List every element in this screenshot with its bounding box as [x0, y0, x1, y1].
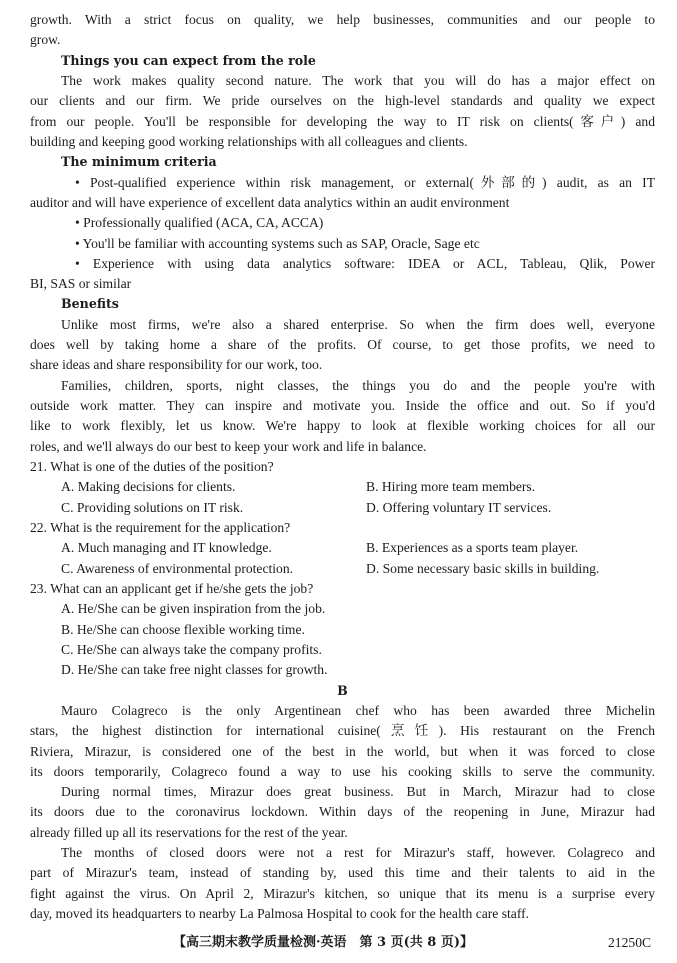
text-line: outside work matter. They can inspire and motivate you. Inside the office and out. So if you'd	[30, 398, 655, 414]
text-line: auditor and will have experience of excellent data analytics within an audit environment	[30, 194, 510, 210]
text-line: roles, and we'll always do our best to keep your work and life in balance.	[30, 438, 427, 454]
text-line: Riviera, Mirazur, is considered one of the best in the world, but when it was forced to close	[30, 743, 655, 759]
text-line: grow.	[30, 32, 61, 48]
answer-option: D. Offering voluntary IT services.	[366, 499, 552, 515]
answer-option: B. Hiring more team members.	[366, 479, 536, 495]
page-footer	[0, 933, 677, 953]
section-heading: The minimum criteria	[61, 154, 217, 170]
section-heading: Benefits	[61, 296, 119, 312]
text-line: 21. What is one of the duties of the position?	[30, 459, 274, 475]
text-line: its doors due to the coronavirus lockdown. Within days of the reopening in June, Mirazur had	[30, 804, 655, 820]
text-line: growth. With a strict focus on quality, we help businesses, communities and our people to	[30, 12, 655, 27]
footer-title: 【高三期末教学质量检测·英语 第 3 页(共 8 页)】	[173, 935, 474, 950]
text-line: 23. What can an applicant get if he/she gets the job?	[30, 580, 314, 596]
text-line: stars, the highest distinction for international cuisine(烹饪). His restaurant on the French	[30, 723, 655, 739]
text-line: • You'll be familiar with accounting systems such as SAP, Oracle, Sage etc	[75, 235, 480, 251]
answer-option: B. Experiences as a sports team player.	[366, 540, 579, 556]
section-heading: Things you can expect from the role	[61, 52, 316, 68]
text-line: like to work flexibly, let us know. We're happy to look at flexible working choices for all our	[30, 418, 655, 434]
option-row	[30, 477, 655, 497]
text-line: B. He/She can choose flexible working time.	[61, 621, 305, 637]
text-line: C. He/She can always take the company profits.	[61, 641, 322, 657]
answer-option: D. Some necessary basic skills in building.	[366, 560, 600, 576]
text-line: • Experience with using data analytics software: IDEA or ACL, Tableau, Qlik, Power	[75, 255, 655, 271]
answer-option: C. Awareness of environmental protection.	[61, 560, 294, 576]
answer-option: C. Providing solutions on IT risk.	[61, 499, 244, 515]
answer-option: A. Making decisions for clients.	[61, 479, 236, 495]
text-line: its doors temporarily, Colagreco found a way to use his cooking skills to serve the community.	[30, 763, 655, 779]
text-line: day, moved its headquarters to nearby La Palmosa Hospital to cook for the health care staff.	[30, 906, 530, 922]
text-line: our clients and our firm. We pride ourselves on the high-level standards and quality we expect	[30, 93, 655, 109]
text-line: The months of closed doors were not a rest for Mirazur's staff, however. Colagreco and	[61, 845, 655, 861]
text-line: building and keeping good working relationships with all colleagues and clients.	[30, 133, 468, 149]
option-row	[30, 538, 655, 558]
text-line: already filled up all its reservations for the rest of the year.	[30, 824, 348, 840]
text-line: D. He/She can take free night classes for growth.	[61, 662, 328, 678]
text-line: During normal times, Mirazur does great business. But in March, Mirazur had to close	[61, 784, 655, 800]
footer-code: 21250C	[608, 935, 652, 950]
text-line: • Post-qualified experience within risk management, or external(外部的) audit, as an IT	[75, 174, 655, 190]
text-line: The work makes quality second nature. The work that you will do has a major effect on	[61, 72, 655, 88]
text-line: fight against the virus. On April 2, Mirazur's kitchen, so unique that its menu is a surprise every	[30, 885, 655, 901]
text-line: BI, SAS or similar	[30, 276, 132, 292]
text-line: A. He/She can be given inspiration from the job.	[61, 601, 326, 617]
option-row	[30, 559, 655, 579]
option-row	[30, 498, 655, 518]
section-heading: B	[337, 682, 348, 698]
text-line: Families, children, sports, night classes, the things you do and the people you're with	[61, 377, 655, 393]
text-line: from our people. You'll be responsible for developing the way to IT risk on clients(客户) and	[30, 113, 655, 129]
text-line: part of Mirazur's team, instead of standing by, used this time and their talents to aid in the	[30, 865, 655, 881]
text-line: • Professionally qualified (ACA, CA, ACCA)	[75, 215, 324, 231]
text-line: Mauro Colagreco is the only Argentinean chef who has been awarded three Michelin	[61, 702, 655, 718]
answer-option: A. Much managing and IT knowledge.	[61, 540, 272, 556]
text-line: Unlike most firms, we're also a shared enterprise. So when the firm does well, everyone	[61, 316, 655, 332]
text-line: does well by taking home a share of the profits. Of course, to get those profits, we need to	[30, 337, 655, 353]
text-line: 22. What is the requirement for the application?	[30, 520, 291, 535]
text-line: share ideas and share responsibility for our work, too.	[30, 357, 323, 373]
